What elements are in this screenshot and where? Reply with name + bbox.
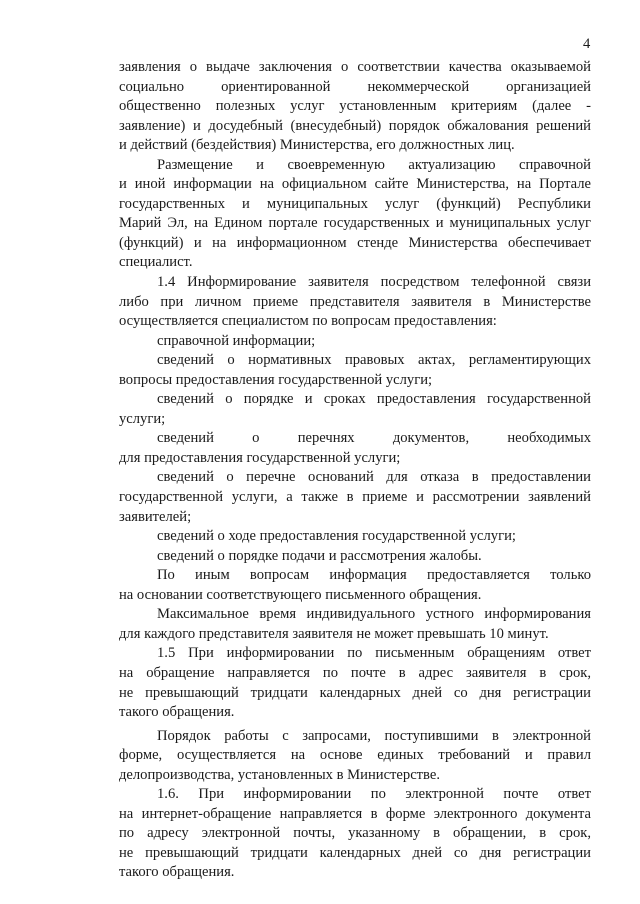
- text-line: для предоставления государственной услуги;: [119, 449, 401, 466]
- text-line: делопроизводства, установленных в Министерстве.: [119, 766, 440, 783]
- text-line: такого обращения.: [119, 864, 235, 881]
- text-line: Марий Эл, на Едином портале государственных и муниципальных услуг: [119, 215, 591, 232]
- text-line: специалист.: [119, 254, 193, 271]
- text-line: услуги;: [119, 410, 166, 427]
- text-line: государственных и муниципальных услуг (функций) Республики: [119, 195, 591, 212]
- text-line: на основании соответствующего письменного обращения.: [119, 586, 482, 603]
- text-line: сведений о перечне оснований для отказа в предоставлении: [157, 469, 591, 486]
- page-number: 4: [583, 36, 591, 52]
- text-line: сведений о нормативных правовых актах, регламентирующих: [157, 352, 591, 369]
- text-line: либо при личном приеме представителя заявителя в Министерстве: [119, 293, 591, 310]
- text-line: на обращение направляется по почте в адрес заявителя в срок,: [119, 664, 591, 681]
- text-line: форме, осуществляется на основе единых требований и правил: [119, 747, 591, 764]
- text-line: Максимальное время индивидуального устного информирования: [157, 606, 591, 623]
- text-line: Размещение и своевременную актуализацию справочной: [157, 156, 591, 173]
- text-line: осуществляется специалистом по вопросам предоставления:: [119, 313, 497, 330]
- text-line: заявление) и досудебный (внесудебный) порядок обжалования решений: [119, 117, 591, 134]
- text-line: социально ориентированной некоммерческой организацией: [119, 78, 591, 95]
- text-line: не превышающий тридцати календарных дней со дня регистрации: [119, 684, 591, 701]
- text-line: и действий (бездействия) Министерства, его должностных лиц.: [119, 137, 515, 154]
- text-line: на интернет-обращение направляется в форме электронного документа: [119, 805, 591, 822]
- text-line: не превышающий тридцати календарных дней со дня регистрации: [119, 844, 591, 861]
- text-line: сведений о перечнях документов, необходимых: [157, 430, 591, 447]
- text-line: По иным вопросам информация предоставляется только: [157, 567, 591, 584]
- text-line: 1.4 Информирование заявителя посредством телефонной связи: [157, 274, 591, 291]
- text-line: заявления о выдаче заключения о соответствии качества оказываемой: [119, 59, 591, 75]
- text-line: Порядок работы с запросами, поступившими в электронной: [157, 727, 591, 744]
- text-line: и иной информации на официальном сайте Министерства, на Портале: [119, 176, 591, 193]
- text-line: 1.5 При информировании по письменным обращениям ответ: [157, 645, 591, 662]
- text-line: заявителей;: [119, 508, 192, 525]
- text-line: сведений о ходе предоставления государственной услуги;: [157, 528, 516, 545]
- text-line: справочной информации;: [157, 332, 316, 349]
- text-line: общественно полезных услуг установленным критериям (далее -: [119, 98, 591, 115]
- text-line: (функций) и на информационном стенде Министерства обеспечивает: [119, 234, 591, 251]
- text-line: государственной услуги, а также в приеме и рассмотрении заявлений: [119, 489, 591, 506]
- text-line: сведений о порядке подачи и рассмотрения жалобы.: [157, 547, 482, 564]
- text-line: такого обращения.: [119, 704, 235, 721]
- text-line: вопросы предоставления государственной услуги;: [119, 371, 433, 388]
- text-line: 1.6. При информировании по электронной почте ответ: [157, 786, 591, 803]
- text-line: сведений о порядке и сроках предоставления государственной: [157, 391, 591, 408]
- body-text: [119, 58, 591, 883]
- text-line: по адресу электронной почты, указанному в обращении, в срок,: [119, 825, 591, 842]
- text-line: для каждого представителя заявителя не может превышать 10 минут.: [119, 625, 549, 642]
